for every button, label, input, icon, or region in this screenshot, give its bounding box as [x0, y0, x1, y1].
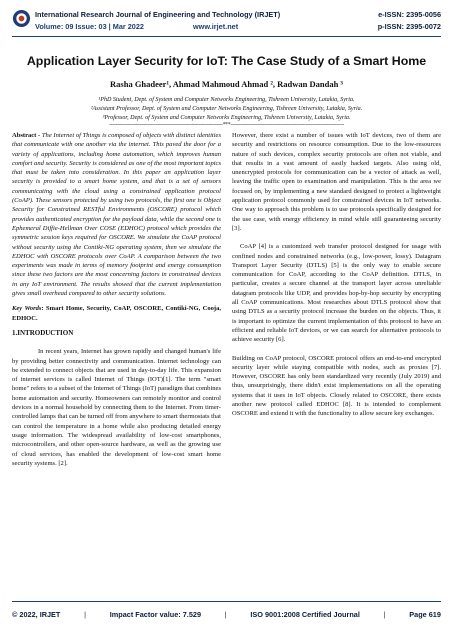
left-column — [12, 131, 221, 468]
footer-page-number: Page 619 — [409, 610, 441, 619]
journal-header — [0, 0, 453, 44]
paper-title: Application Layer Security for IoT: The Case Study of a Smart Home — [26, 54, 427, 68]
footer-iso-certification: ISO 9001:2008 Certified Journal — [250, 610, 360, 619]
affiliation-3: ³Professor, Dept. of System and Computer Networks Engineering, Tishreen University, Latakia, Syria. — [102, 115, 351, 121]
section-separator: -----------------------------------------------------------------------***----------------------------------------------------------------------- — [109, 122, 344, 128]
header-divider — [12, 36, 441, 37]
affiliation-2: ²Assistant Professor, Dept. of System and Computer Networks Engineering, Tishreen University, Latakia, Syria. — [90, 106, 363, 112]
journal-pissn: p-ISSN: 2395-0072 — [377, 22, 441, 31]
footer-copyright: © 2022, IRJET — [12, 610, 61, 619]
journal-eissn: e-ISSN: 2395-0056 — [378, 10, 441, 19]
paper-authors: Rasha Ghadeer¹, Ahmad Mahmoud Ahmad ², Radwan Dandah ³ — [110, 79, 343, 89]
body-paragraph-3: Building on CoAP protocol, OSCORE protocol offers an end-to-end encrypted security layer while staying compatible with nodes, such as proxies [7]. However, OSCORE has only been standardized very recently (July 2019) and thus, unsurprisingly, there didn't exist implementations on all the operating systems that it uses in IoT objects. Closely related to OSCORE, there exists another new protocol called EDHOC [8]. It is intended to complement OSCORE and extend it with the functionality to allow secure key exchanges. — [232, 354, 441, 418]
footer-separator: | — [224, 610, 227, 619]
journal-website-link[interactable]: www.irjet.net — [193, 22, 239, 31]
introduction-heading: 1.INTRODUCTION — [12, 328, 74, 337]
abstract-label: Abstract - — [12, 132, 41, 139]
footer-impact-factor: Impact Factor value: 7.529 — [109, 610, 202, 619]
body-paragraph-1: However, there exist a number of issues with IoT devices, two of them are security and restrictions on resource consumption. Due to the low-resources nature of such devices, complex security protocols are often not viable, and that results in a vast amount of easily hacked targets. Also using old, unencrypted protocols for communication can be a vector of attack as well, leaving the traffic open to examination and manipulation. This is the area we focused on, by implementing a new standard designed to protect a lightweight application protocol commonly used for constrained devices in IoT networks. One way to approach this problem is to use protocols specifically designed for the use case, with energy efficiency in mind while still guaranteeing security [3]. — [232, 132, 441, 232]
abstract — [12, 131, 221, 298]
footer-separator: | — [84, 610, 87, 619]
keywords-label: Key Words — [12, 305, 42, 313]
footer-divider — [12, 601, 441, 602]
keywords-text: : Smart Home, Security, CoAP, OSCORE, Contiki-NG, Cooja, EDHOC. — [12, 305, 221, 322]
affiliation-1: ¹PhD Student, Dept. of System and Computer Networks Engineering, Tishreen University, Latakia, Syria. — [98, 97, 355, 103]
journal-volume: Volume: 09 Issue: 03 | Mar 2022 — [35, 22, 144, 31]
body-paragraph-2: CoAP [4] is a customized web transfer protocol designed for usage with confined nodes and constrained networks (e.g., low-power, lossy). Datagram Transport Layer Security (DTLS) [5] is the only way to enable secure communication for CoAP, according to the CoAP definition. DTLS, in particular, creates a secure channel at the transport layer across unreliable datagram protocols like UDP, and provides hop-by-hop security by encrypting all CoAP communications. Most researches about DTLS protocol show that using DTLS as a security protocol increase the burden on the objects. Thus, it is important to optimize the current implementation of this protocol to have an efficient and reliable IoT devices, or we can search for alternative protocols to achieve security [6]. — [232, 243, 441, 344]
right-column — [232, 131, 441, 419]
abstract-text: The Internet of Things is composed of objects with distinct identities that communicate with one another via the internet. This paved the door for a variety of applications, including home automation, which improves human comfort and security. Security is considered as one of the most important topics that must be taken into consideration. In this paper an application layer security is provided to a smart home system, and that is a set of sensors communicating with the cloud using a constrained application protocol (CoAP). These sensors protected by using two protocols, the first one is Object Security for Constrained RESTful Environments (OSCORE) protocol which provides authenticated encryption for the payload data, while the second one is Ephemeral Diffie-Hellman Over COSE (EDHOC) protocol which provides the symmetric session keys required for OSCORE. We simulate the CoAP protocol without security using the Contiki-NG operating system, then we simulate the EDHOC with OSCORE protocols over CoAP. A comparison between the two experiments was made in terms of memory footprint and energy consumption since these two factors are the most concerning factors in constrained devices in any IoT environment. The results showed that the current implementation gives small overhead compared to other security solutions. — [12, 132, 221, 298]
irjet-logo-icon — [12, 9, 31, 28]
journal-name: International Research Journal of Engineering and Technology (IRJET) — [35, 10, 281, 19]
keywords — [12, 304, 221, 323]
footer-separator: | — [383, 610, 386, 619]
introduction-paragraph: In recent years, Internet has grown rapidly and changed human's life by providing better connectivity and communication. Internet technology can be extended to connect objects that are used in day-to-day life. This expansion of internet services is called Internet of Things (IOT)[1]. The term "smart home" refers to a subset of the Internet of Things (IoT) paradigm that combines home automation and security. Homeowners can remotely monitor and control devices in a normal household by connecting them to the Internet. From timer-controlled lamps that can be turned off from anywhere to smart thermostats that can control the temperature in a home while also producing detailed energy usage information. The widespread availability of low-cost smartphones, microcontrollers, and other open-source hardware, as well as the growing use of cloud services, has enabled the development of low-cost smart home security systems. [2]. — [12, 348, 221, 467]
journal-footer — [12, 610, 441, 619]
